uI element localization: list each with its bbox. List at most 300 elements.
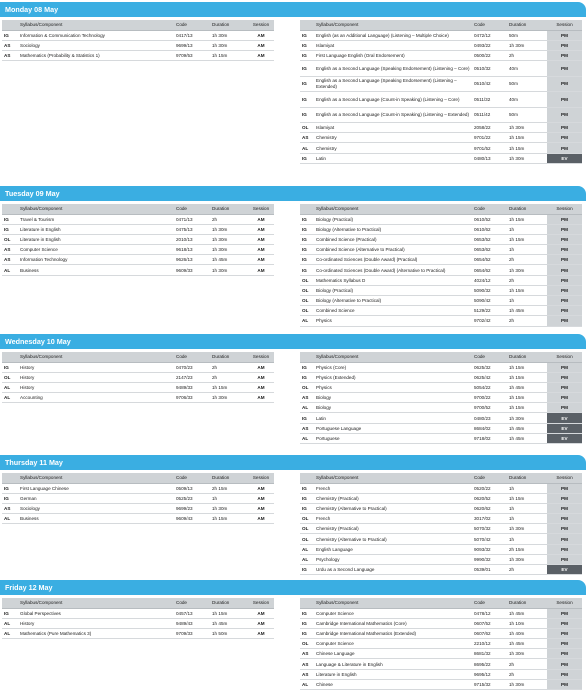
cell-code: 0511/42	[472, 107, 507, 123]
cell-name: Islamiyat	[314, 40, 472, 50]
cell-sess: PM	[547, 40, 582, 50]
cell-lvl: IG	[2, 493, 18, 503]
cell-code: 0510/42	[472, 76, 507, 92]
table-row	[300, 433, 582, 443]
cell-dur: 1h 30m	[210, 224, 248, 234]
table-row	[2, 372, 274, 382]
cell-sess: PM	[547, 544, 582, 554]
cell-lvl: AS	[300, 659, 314, 669]
cell-lvl: OL	[300, 534, 314, 544]
cell-name: Latin	[314, 413, 472, 423]
cell-sess: PM	[547, 679, 582, 689]
cell-lvl: AL	[2, 393, 18, 403]
table-row	[2, 224, 274, 234]
cell-name: Business	[18, 265, 174, 275]
cell-lvl: IG	[2, 483, 18, 493]
cell-lvl: OL	[300, 123, 314, 133]
cell-lvl: IG	[2, 608, 18, 618]
column-header-lvl	[300, 598, 314, 608]
cell-dur: 40m	[507, 61, 547, 77]
cell-code: 0620/52	[472, 493, 507, 503]
cell-lvl: IG	[2, 224, 18, 234]
cell-sess: PM	[547, 296, 582, 306]
cell-name: Chemistry	[314, 143, 472, 153]
table-row	[300, 143, 582, 153]
column-header-code: Code	[174, 20, 210, 30]
cell-name: First Language English (Oral Endorsement)	[314, 50, 472, 60]
cell-lvl: OL	[300, 296, 314, 306]
cell-dur: 50m	[507, 76, 547, 92]
cell-sess: AM	[248, 503, 274, 513]
column-header-lvl	[300, 352, 314, 362]
cell-code: 0472/12	[472, 30, 507, 40]
cell-lvl: OL	[300, 524, 314, 534]
cell-name: English (as an Additional Language) (Listening – Multiple Choice)	[314, 30, 472, 40]
cell-name: Language & Literature in English	[314, 659, 472, 669]
cell-name: Cambridge International Mathematics (Core)	[314, 618, 472, 628]
cell-dur: 1h 30m	[210, 30, 248, 40]
cell-dur: 50m	[507, 30, 547, 40]
day-title: Wednesday 10 May	[0, 334, 586, 349]
cell-lvl: AL	[2, 618, 18, 628]
table-row	[300, 628, 582, 638]
day-title: Thursday 11 May	[0, 455, 586, 470]
cell-dur: 2h	[210, 214, 248, 224]
table-row	[2, 40, 274, 50]
table-header-row	[2, 473, 274, 483]
cell-code: 0500/22	[472, 50, 507, 60]
cell-sess: EV	[547, 433, 582, 443]
cell-code: 0457/13	[174, 608, 210, 618]
column-header-code: Code	[472, 352, 507, 362]
column-header-lvl	[300, 204, 314, 214]
cell-sess: PM	[547, 76, 582, 92]
cell-code: 9700/52	[472, 403, 507, 413]
cell-name: Information & Communication Technology	[18, 30, 174, 40]
cell-code: 0493/22	[472, 40, 507, 50]
cell-code: 5070/32	[472, 524, 507, 534]
cell-code: 9489/33	[174, 382, 210, 392]
cell-name: English as a Second Language (Speaking Endorsement) (Listening – Core)	[314, 61, 472, 77]
cell-name: Co-ordinated Sciences (Double Award) (Alternative to Practical)	[314, 265, 472, 275]
cell-dur: 1h 30m	[507, 40, 547, 50]
cell-sess: AM	[248, 214, 274, 224]
cell-code: 4024/12	[472, 275, 507, 285]
table-row	[300, 306, 582, 316]
cell-name: Accounting	[18, 393, 174, 403]
cell-name: Physics	[314, 316, 472, 326]
cell-dur: 1h	[507, 296, 547, 306]
cell-name: Physics (Core)	[314, 362, 472, 372]
cell-name: Co-ordinated Sciences (Double Award) (Practical)	[314, 255, 472, 265]
cell-dur: 1h 45m	[210, 618, 248, 628]
cell-dur: 1h 10m	[507, 618, 547, 628]
cell-lvl: AS	[2, 255, 18, 265]
cell-name: Sociology	[18, 503, 174, 513]
column-header-sess: Session	[248, 598, 274, 608]
cell-dur: 2h	[507, 565, 547, 575]
cell-sess: PM	[547, 493, 582, 503]
cell-code: 9990/32	[472, 554, 507, 564]
cell-sess: AM	[248, 493, 274, 503]
cell-dur: 1h 30m	[210, 245, 248, 255]
cell-name: Chinese	[314, 679, 472, 689]
table-row	[300, 649, 582, 659]
cell-name: Psychology	[314, 554, 472, 564]
cell-name: Urdu as a Second Language	[314, 565, 472, 575]
column-header-dur: Duration	[210, 20, 248, 30]
table-row	[300, 493, 582, 503]
cell-name: Combined Science (Alternative to Practical)	[314, 245, 472, 255]
cell-lvl: OL	[300, 639, 314, 649]
cell-dur: 1h 15m	[507, 214, 547, 224]
cell-name: Islamiyat	[314, 123, 472, 133]
cell-code: 0625/32	[472, 362, 507, 372]
cell-name: English Language	[314, 544, 472, 554]
cell-code: 9701/22	[472, 133, 507, 143]
cell-lvl: IG	[300, 628, 314, 638]
cell-lvl: IG	[300, 255, 314, 265]
cell-lvl: AS	[2, 245, 18, 255]
cell-sess: AM	[248, 514, 274, 524]
table-row	[300, 659, 582, 669]
cell-name: Mathematics Syllabus D	[314, 275, 472, 285]
cell-name: Computer Science	[314, 639, 472, 649]
cell-code: 0475/13	[174, 224, 210, 234]
column-header-code: Code	[472, 204, 507, 214]
cell-sess: PM	[547, 524, 582, 534]
cell-name: Literature in English	[314, 669, 472, 679]
column-header-sess: Session	[547, 204, 582, 214]
cell-name: Mathematics (Pure Mathematics 3)	[18, 628, 174, 638]
cell-name: Chemistry (Practical)	[314, 493, 472, 503]
column-header-dur: Duration	[210, 473, 248, 483]
cell-code: 0511/32	[472, 92, 507, 108]
cell-lvl: AL	[2, 514, 18, 524]
table-row	[300, 61, 582, 77]
cell-sess: PM	[547, 133, 582, 143]
cell-dur: 1h	[507, 514, 547, 524]
cell-dur: 2h	[507, 669, 547, 679]
cell-dur: 2h 15m	[507, 544, 547, 554]
cell-code: 0480/13	[472, 153, 507, 163]
cell-lvl: OL	[2, 234, 18, 244]
column-header-name: Syllabus/Component	[18, 352, 174, 362]
cell-name: Literature in English	[18, 234, 174, 244]
column-header-code: Code	[472, 598, 507, 608]
cell-sess: PM	[547, 608, 582, 618]
cell-name: Latin	[314, 153, 472, 163]
cell-lvl: IG	[300, 265, 314, 275]
cell-name: Travel & Tourism	[18, 214, 174, 224]
cell-dur: 1h	[507, 245, 547, 255]
column-header-sess: Session	[248, 204, 274, 214]
column-header-name: Syllabus/Component	[314, 473, 472, 483]
left-session-table	[2, 598, 274, 639]
cell-code: 3017/02	[472, 514, 507, 524]
cell-code: 0653/62	[472, 245, 507, 255]
cell-lvl: AL	[300, 403, 314, 413]
table-row	[2, 30, 274, 40]
cell-lvl: IG	[300, 107, 314, 123]
cell-sess: AM	[248, 483, 274, 493]
cell-code: 9093/32	[472, 544, 507, 554]
cell-sess: PM	[547, 403, 582, 413]
column-header-dur: Duration	[210, 598, 248, 608]
cell-dur: 1h 30m	[210, 503, 248, 513]
column-header-name: Syllabus/Component	[314, 20, 472, 30]
column-header-lvl	[2, 204, 18, 214]
cell-code: 0539/01	[472, 565, 507, 575]
cell-lvl: AS	[300, 669, 314, 679]
cell-dur: 1h 45m	[507, 433, 547, 443]
cell-dur: 2h	[507, 659, 547, 669]
cell-lvl: OL	[300, 275, 314, 285]
cell-lvl: AS	[2, 50, 18, 60]
column-header-lvl	[2, 473, 18, 483]
cell-name: Chemistry (Alternative to Practical)	[314, 503, 472, 513]
day-section	[0, 2, 586, 161]
cell-name: Business	[18, 514, 174, 524]
day-section	[0, 580, 586, 687]
cell-code: 9489/43	[174, 618, 210, 628]
cell-code: 9618/13	[174, 245, 210, 255]
column-header-name: Syllabus/Component	[314, 352, 472, 362]
cell-sess: PM	[547, 306, 582, 316]
cell-dur: 1h 15m	[210, 514, 248, 524]
table-row	[300, 153, 582, 163]
column-header-name: Syllabus/Component	[18, 20, 174, 30]
cell-code: 9700/22	[472, 393, 507, 403]
cell-name: History	[18, 382, 174, 392]
table-header-row	[300, 20, 582, 30]
cell-dur: 40m	[507, 92, 547, 108]
table-row	[300, 372, 582, 382]
cell-code: 9609/43	[174, 514, 210, 524]
cell-dur: 1h	[507, 503, 547, 513]
table-row	[300, 296, 582, 306]
cell-dur: 1h 15m	[507, 143, 547, 153]
cell-dur: 1h 15m	[507, 285, 547, 295]
cell-lvl: IG	[300, 503, 314, 513]
cell-dur: 2h 15m	[210, 483, 248, 493]
cell-dur: 1h 15m	[210, 50, 248, 60]
cell-code: 0471/13	[174, 214, 210, 224]
cell-code: 9706/33	[174, 393, 210, 403]
cell-dur: 2h	[210, 372, 248, 382]
cell-lvl: IG	[300, 40, 314, 50]
cell-sess: PM	[547, 372, 582, 382]
cell-code: 8695/22	[472, 659, 507, 669]
cell-lvl: AS	[2, 503, 18, 513]
cell-lvl: IG	[300, 153, 314, 163]
column-header-name: Syllabus/Component	[18, 598, 174, 608]
cell-lvl: AS	[300, 393, 314, 403]
right-session-table	[300, 20, 582, 164]
cell-dur: 1h	[507, 534, 547, 544]
cell-sess: AM	[248, 30, 274, 40]
cell-lvl: IG	[2, 30, 18, 40]
table-row	[300, 413, 582, 423]
right-session-table	[300, 598, 582, 690]
cell-code: 5090/42	[472, 296, 507, 306]
cell-code: 9626/13	[174, 255, 210, 265]
cell-code: 0625/42	[472, 372, 507, 382]
table-row	[300, 50, 582, 60]
column-header-sess: Session	[547, 352, 582, 362]
table-row	[300, 265, 582, 275]
cell-code: 0417/13	[174, 30, 210, 40]
table-header-row	[2, 204, 274, 214]
table-row	[300, 503, 582, 513]
table-row	[2, 618, 274, 628]
table-row	[2, 245, 274, 255]
cell-sess: PM	[547, 123, 582, 133]
cell-sess: PM	[547, 234, 582, 244]
cell-sess: PM	[547, 50, 582, 60]
cell-dur: 1h 30m	[210, 393, 248, 403]
cell-sess: PM	[547, 554, 582, 564]
table-row	[300, 514, 582, 524]
cell-sess: PM	[547, 245, 582, 255]
cell-sess: AM	[248, 618, 274, 628]
cell-code: 0478/12	[472, 608, 507, 618]
cell-lvl: AS	[300, 133, 314, 143]
cell-lvl: OL	[2, 372, 18, 382]
cell-sess: AM	[248, 234, 274, 244]
column-header-dur: Duration	[210, 204, 248, 214]
cell-name: Biology (Practical)	[314, 214, 472, 224]
cell-dur: 2h	[507, 50, 547, 60]
cell-lvl: AL	[300, 316, 314, 326]
cell-sess: PM	[547, 514, 582, 524]
cell-sess: PM	[547, 107, 582, 123]
table-row	[300, 524, 582, 534]
cell-sess: PM	[547, 659, 582, 669]
table-row	[300, 275, 582, 285]
cell-name: History	[18, 372, 174, 382]
column-header-sess: Session	[547, 20, 582, 30]
table-row	[2, 214, 274, 224]
cell-sess: PM	[547, 143, 582, 153]
table-header-row	[2, 352, 274, 362]
cell-code: 9715/32	[472, 679, 507, 689]
cell-sess: PM	[547, 649, 582, 659]
cell-sess: AM	[248, 372, 274, 382]
column-header-name: Syllabus/Component	[18, 204, 174, 214]
cell-code: 5090/32	[472, 285, 507, 295]
cell-name: Computer Science	[314, 608, 472, 618]
table-row	[300, 245, 582, 255]
cell-lvl: IG	[300, 224, 314, 234]
cell-dur: 1h 30m	[507, 554, 547, 564]
table-header-row	[300, 598, 582, 608]
table-row	[2, 503, 274, 513]
table-row	[300, 107, 582, 123]
cell-name: Mathematics (Probability & Statistics 1)	[18, 50, 174, 60]
cell-sess: EV	[547, 423, 582, 433]
cell-name: Chemistry	[314, 133, 472, 143]
cell-sess: PM	[547, 214, 582, 224]
column-header-code: Code	[472, 473, 507, 483]
cell-code: 0510/32	[472, 61, 507, 77]
table-row	[2, 483, 274, 493]
right-session-table	[300, 204, 582, 327]
cell-name: Portuguese Language	[314, 423, 472, 433]
cell-sess: PM	[547, 255, 582, 265]
cell-name: French	[314, 514, 472, 524]
cell-sess: PM	[547, 265, 582, 275]
cell-dur: 1h 15m	[507, 493, 547, 503]
cell-sess: AM	[248, 608, 274, 618]
cell-sess: PM	[547, 393, 582, 403]
table-header-row	[300, 204, 582, 214]
cell-sess: PM	[547, 618, 582, 628]
cell-lvl: AL	[2, 265, 18, 275]
cell-lvl: IG	[300, 50, 314, 60]
cell-dur: 1h 30m	[507, 153, 547, 163]
cell-sess: PM	[547, 503, 582, 513]
cell-code: 2210/12	[472, 639, 507, 649]
cell-sess: AM	[248, 255, 274, 265]
cell-lvl: IG	[300, 92, 314, 108]
table-row	[300, 669, 582, 679]
cell-dur: 1h 45m	[507, 382, 547, 392]
cell-name: First Language Chinese	[18, 483, 174, 493]
cell-name: Biology	[314, 403, 472, 413]
cell-code: 0620/62	[472, 503, 507, 513]
cell-lvl: IG	[300, 214, 314, 224]
cell-lvl: OL	[300, 285, 314, 295]
cell-dur: 1h 30m	[507, 649, 547, 659]
cell-sess: PM	[547, 224, 582, 234]
cell-sess: AM	[248, 393, 274, 403]
table-row	[300, 534, 582, 544]
column-header-name: Syllabus/Component	[314, 204, 472, 214]
table-row	[300, 30, 582, 40]
cell-lvl: OL	[300, 514, 314, 524]
column-header-lvl	[2, 352, 18, 362]
table-row	[2, 255, 274, 265]
table-row	[300, 608, 582, 618]
cell-name: Biology (Alternative to Practical)	[314, 224, 472, 234]
column-header-sess: Session	[248, 473, 274, 483]
cell-lvl: AL	[2, 382, 18, 392]
cell-name: Biology	[314, 393, 472, 403]
cell-lvl: IG	[300, 565, 314, 575]
cell-sess: PM	[547, 669, 582, 679]
cell-dur: 1h 30m	[507, 679, 547, 689]
table-row	[300, 403, 582, 413]
cell-sess: PM	[547, 316, 582, 326]
cell-dur: 1h 45m	[507, 608, 547, 618]
cell-lvl: OL	[300, 382, 314, 392]
table-row	[300, 40, 582, 50]
cell-lvl: IG	[300, 618, 314, 628]
cell-sess: AM	[248, 50, 274, 60]
column-header-dur: Duration	[507, 20, 547, 30]
cell-dur: 2h	[507, 255, 547, 265]
column-header-sess: Session	[248, 352, 274, 362]
cell-dur: 1h 15m	[210, 608, 248, 618]
cell-code: 0653/52	[472, 234, 507, 244]
table-row	[300, 679, 582, 689]
cell-sess: PM	[547, 92, 582, 108]
cell-name: English as a Second Language (Speaking Endorsement) (Listening – Extended)	[314, 76, 472, 92]
cell-lvl: AS	[2, 40, 18, 50]
cell-dur: 2h	[210, 362, 248, 372]
column-header-lvl	[300, 473, 314, 483]
